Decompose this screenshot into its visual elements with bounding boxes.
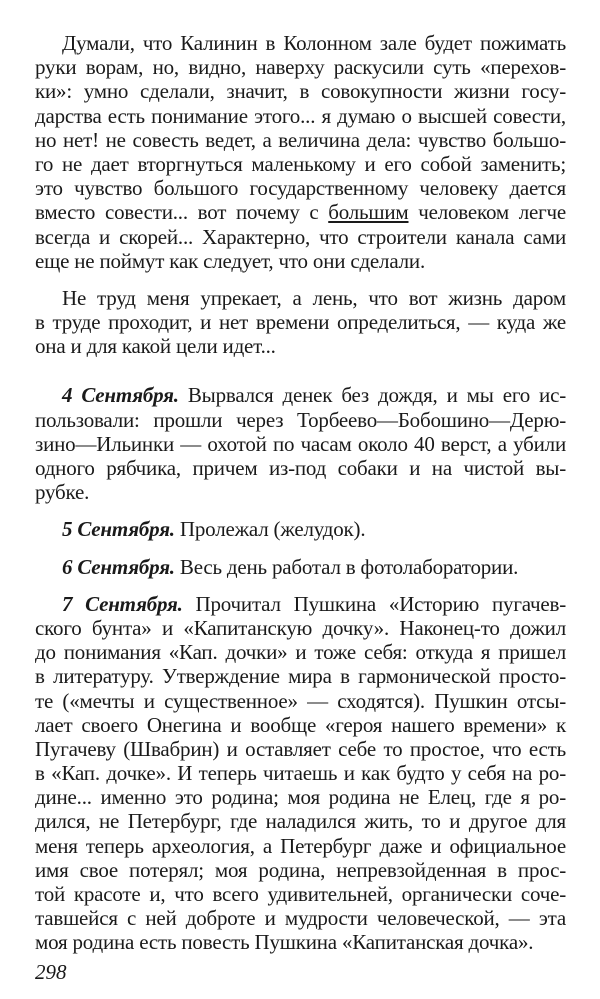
text-line	[35, 200, 566, 224]
text-line: тавшейся с ней доброте и мудрости человеческой, — эта	[35, 906, 566, 931]
text-line: одного рябчика, причем из-под собаки и на чистой вы-	[35, 456, 566, 480]
entry-date: 6 Сентября.	[62, 554, 175, 579]
text-line: той красоте и, что всего удивительней, органически соче-	[35, 882, 566, 906]
section-gap	[35, 358, 566, 383]
paragraph-gap	[35, 579, 566, 592]
text-line: Не труд меня упрекает, а лень, что вот жизнь даром	[62, 285, 566, 310]
paragraph-gap	[35, 504, 566, 517]
entry-sept-4	[35, 383, 566, 504]
text-line	[35, 555, 566, 579]
text-fragment: Пролежал (желудок).	[174, 517, 366, 542]
text-line: зино—Ильинки — охотой по часам около 40 верст, а убили	[35, 431, 566, 456]
text-line: она и для какой цели идет...	[35, 334, 276, 359]
text-line: еще не поймут как следует, что они сделали.	[35, 248, 426, 273]
text-line: в труде проходит, и нет времени определиться, — куда же	[35, 310, 566, 335]
text-line: Думали, что Калинин в Колонном зале будет пожимать	[62, 31, 566, 55]
text-fragment: человеком легче	[408, 200, 566, 225]
text-line: в «Кап. дочке». И теперь читаешь и как будто у себя на ро-	[35, 761, 566, 786]
text-line: лает своего Онегина и вообще «героя нашего времени» к	[35, 712, 566, 737]
text-line: те («мечты и существенное» — сходятся). Пушкин отсы-	[35, 688, 566, 713]
entry-sept-6	[35, 555, 566, 579]
text-line: ки»: умно сделали, значит, в совокупности жизни госу-	[35, 79, 566, 104]
text-line: всегда и скорей... Характерно, что строители канала сами	[35, 224, 566, 249]
text-fragment: Вырвался денек без дождя, и мы его ис-	[178, 383, 566, 408]
text-line: до понимания «Кап. дочки» и тоже себя: откуда я пришел	[35, 640, 566, 665]
page-body	[35, 31, 566, 955]
text-line: Пугачеву (Швабрин) и оставляет себе то простое, что есть	[35, 736, 566, 761]
text-line: дился, не Петербург, где наладился жить, то и другое для	[35, 809, 566, 834]
text-fragment: вместо совести... вот почему с	[35, 200, 329, 225]
text-line: руки ворам, но, видно, наверху раскусили суть «перехов-	[35, 55, 566, 80]
text-line: дарства есть понимание этого... я думаю о высшей совести,	[35, 103, 566, 128]
text-line: го не дает вторгнуться маленькому и его собой заменить;	[35, 151, 566, 176]
text-line	[35, 592, 566, 616]
text-fragment: Прочитал Пушкина «Историю пугачев-	[182, 591, 566, 616]
text-line: ского бунта» и «Капитанскую дочку». Наконец-то дожил	[35, 615, 566, 640]
text-line	[35, 383, 566, 407]
text-line: моя родина есть повесть Пушкина «Капитанская дочка».	[35, 930, 534, 955]
paragraph-labor	[35, 286, 566, 359]
text-line: дине... именно это родина; моя родина не Елец, где я ро-	[35, 785, 566, 810]
text-line	[35, 517, 566, 541]
entry-date: 7 Сентября.	[62, 591, 183, 616]
text-line: рубке.	[35, 480, 90, 505]
entry-date: 5 Сентября.	[62, 517, 175, 542]
text-line: в литературу. Утверждение мира в гармонической просто-	[35, 664, 566, 689]
text-line: пользовали: прошли через Торбеево—Бобошино—Дерю-	[35, 407, 566, 432]
entry-date: 4 Сентября.	[62, 383, 179, 408]
text-line: имя свое потерял; моя родина, непревзойденная в прос-	[35, 857, 566, 882]
underlined-word: большим	[328, 200, 409, 225]
text-line: меня теперь археология, а Петербург даже и официальное	[35, 833, 566, 858]
text-fragment: Весь день работал в фотолаборатории.	[174, 554, 519, 579]
paragraph-gap	[35, 542, 566, 555]
page-number: 298	[35, 960, 67, 984]
entry-sept-5	[35, 517, 566, 541]
paragraph-gap	[35, 273, 566, 286]
text-line: но нет! не совесть ведет, а величина дела: чувство большо-	[35, 127, 566, 152]
text-line: это чувство большого государственному человеку дается	[35, 176, 566, 201]
entry-sept-7	[35, 592, 566, 955]
paragraph-kalinin	[35, 31, 566, 273]
